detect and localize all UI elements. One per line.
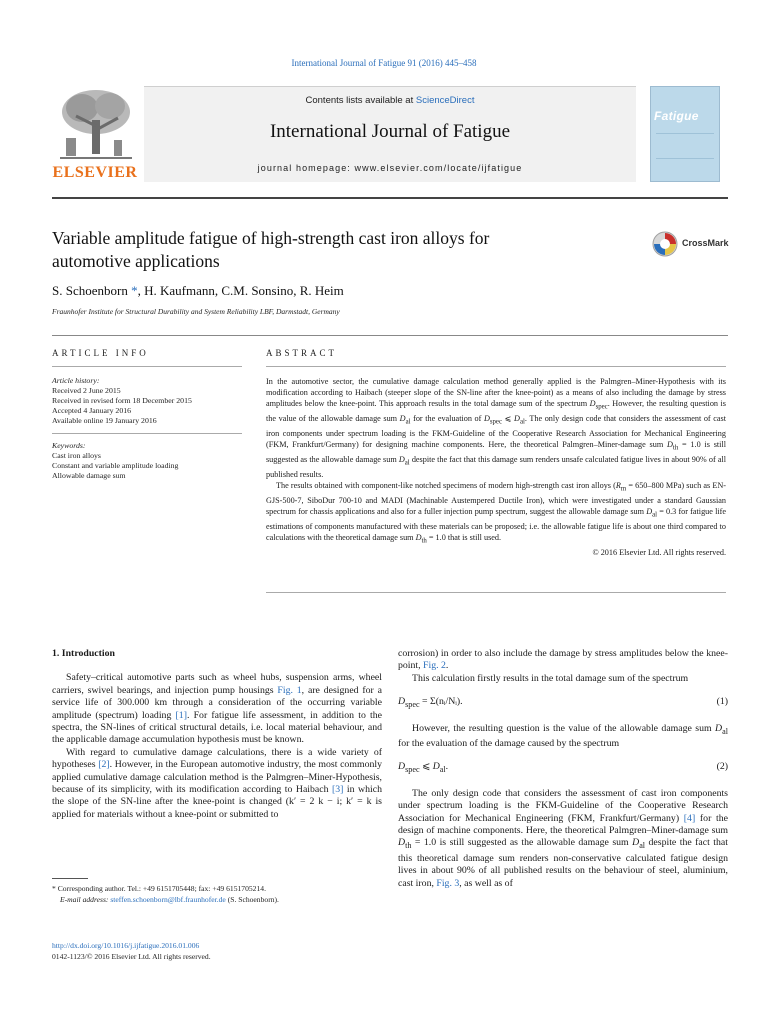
history-accepted: Accepted 4 January 2016 bbox=[52, 406, 132, 415]
homepage-prefix: journal homepage: bbox=[257, 163, 355, 173]
abstract-rule bbox=[266, 366, 726, 367]
journal-header bbox=[52, 86, 728, 194]
body-column-left bbox=[52, 648, 382, 821]
equation-2-number: (2) bbox=[716, 761, 728, 773]
crossmark-badge[interactable] bbox=[652, 228, 734, 262]
corresponding-author-mark[interactable]: * bbox=[127, 283, 138, 298]
journal-name: International Journal of Fatigue bbox=[269, 121, 511, 142]
intro-paragraph-2: With regard to cumulative damage calculations, there is a wide variety of hypotheses [2]. However, in the European automotive industry, the most commonly applied cumulative damage calculation method is the Palmgren–Miner-Hypothesis, because of its simplicity, with its modification according to Haibach [3] in which the slope of the SN-line after the knee-point is changed (k′ = 2 k − i; k′ = k is applied for materials without a knee-point or submitted to bbox=[52, 746, 382, 820]
keyword-item: Allowable damage sum bbox=[52, 471, 126, 480]
intro-paragraph-1: Safety–critical automotive parts such as wheel hubs, suspension arms, wheel carriers, swivel bearings, and injection pump housings Fig. 1, are designed for a service life of 300.000 km through a consideration of the occurring variable amplitude (spectrum) loading [1]. For fatigue life assessment, in addition to the spectra, the SN-lines of critical structural details, i.e. local material behaviour, and the applicable damage accumulation hypothesis must be known. bbox=[52, 672, 382, 746]
article-info-rule bbox=[52, 366, 242, 367]
contents-prefix: Contents lists available at bbox=[305, 95, 416, 106]
keywords-label: Keywords: bbox=[52, 441, 86, 450]
title-divider bbox=[52, 335, 728, 336]
author-rest: , H. Kaufmann, C.M. Sonsino, R. Heim bbox=[137, 283, 344, 298]
abstract-bottom-rule bbox=[266, 592, 726, 593]
right-paragraph-4: The only design code that considers the assessment of cast iron components under spectrum loading is the FKM-Guideline of the Cooperative Research Association for Mechanical Engineering (FKM, Frankfurt/Germany) [4] for the design of machine components. Here, the theoretical Palmgren–Miner-damage sum $D_{th} = 1.0$ is still suggested as the allowable damage sum $D_{al}$ despite the fact that this theoretical damage sum renders non-conservative calculated fatigue design lives in about 90% of all published results on the behaviour of steel, aluminium, cast iron, Fig. 3, as well as of bbox=[398, 787, 728, 889]
keywords-block bbox=[52, 441, 242, 481]
equation-1: $D_{spec}$ = Σ(nᵢ/Nᵢ). (1) bbox=[398, 696, 728, 711]
article-info-heading: ARTICLE INFO bbox=[52, 348, 149, 358]
history-received: Received 2 June 2015 bbox=[52, 386, 121, 395]
abstract-paragraph-1: In the automotive sector, the cumulative damage calculation method generally applied is the Palmgren–Miner-Hypothesis with its modification according to Haibach (steeper slope of the SN-line after the knee-point) as a means of also including the damage by stress amplitudes below the knee-point. This approach results in the total damage sum of the spectrum $D_{spec}$. However, the resulting question is the value of the allowable damage sum $D_{al}$ for the evaluation of $D_{spec}$ ⩽ $D_{al}$. The only design code that considers the assessment of cast iron components under spectrum loading is the FKM-Guideline of the Cooperative Research Association for Mechanical Engineering (FKM, Frankfurt/Germany) for designing machine components. Here, the theoretical Palmgren–Miner-damage sum $D_{th} = 1.0$ is still suggested as the allowable damage sum $D_{al}$ despite the fact that this damage sum renders unsafe calculated fatigue lives in about 90% of all published results. bbox=[266, 377, 727, 479]
footnote-mark: * bbox=[52, 884, 56, 893]
figure-2-link[interactable]: Fig. 2 bbox=[423, 660, 446, 672]
article-history bbox=[52, 376, 242, 426]
history-label: Article history: bbox=[52, 376, 100, 385]
abstract-paragraph-2: The results obtained with component-like notched specimens of modern high-strength cast iron alloys ($R_m = 650-800$ MPa) such as EN-GJS-500-7, SiboDur 700-10 and MADI (Machinable Austempered Ductile Iron), which were investigated under a standard Gaussian spectrum for chassis applications and also for a fuller injection pump spectrum, suggest the allowable damage sum $D_{al} = 0.3$ for fatigue life estimations of components manufactured with these materials can be proposed; i.e. the allowable fatigue life is about one third compared to calculations with the theoretical damage sum $D_{th} = 1.0$ that is still used. bbox=[266, 481, 727, 545]
homepage-link[interactable]: www.elsevier.com/locate/ijfatigue bbox=[354, 163, 523, 173]
author-list bbox=[52, 283, 652, 299]
keyword-item: Constant and variable amplitude loading bbox=[52, 461, 179, 470]
journal-citation[interactable]: International Journal of Fatigue 91 (2016) 445–458 bbox=[291, 58, 477, 68]
cover-decoration bbox=[656, 133, 714, 159]
journal-cover-thumbnail[interactable] bbox=[650, 86, 720, 182]
equation-1-number: (1) bbox=[716, 696, 728, 708]
footnote-contact: Corresponding author. Tel.: +49 6151705448; fax: +49 6151705214. bbox=[55, 884, 266, 893]
publisher-name: ELSEVIER bbox=[52, 164, 138, 181]
cover-title: Fatigue bbox=[654, 109, 699, 123]
equation-2: $D_{spec}$ ⩽ $D_{al}$. (2) bbox=[398, 761, 728, 776]
contents-line bbox=[144, 95, 636, 106]
abstract-copyright: © 2016 Elsevier Ltd. All rights reserved. bbox=[592, 548, 726, 558]
keywords-rule bbox=[52, 433, 242, 434]
author-affiliation: Fraunhofer Institute for Structural Durability and System Reliability LBF, Darmstadt, Germany bbox=[52, 307, 340, 316]
section-heading-introduction: 1. Introduction bbox=[52, 648, 115, 659]
sciencedirect-link[interactable]: ScienceDirect bbox=[415, 95, 475, 106]
reference-2-link[interactable]: [2] bbox=[98, 759, 110, 771]
journal-homepage bbox=[144, 163, 636, 173]
email-suffix: (S. Schoenborn). bbox=[225, 894, 279, 904]
right-paragraph-3: However, the resulting question is the value of the allowable damage sum $D_{al}$ for the evaluation of the damage caused by the spectrum bbox=[398, 722, 728, 749]
doi-link[interactable]: http://dx.doi.org/10.1016/j.ijfatigue.2016.01.006 bbox=[52, 941, 200, 950]
title-line-2: automotive applications bbox=[52, 251, 220, 271]
author-first: S. Schoenborn bbox=[52, 283, 128, 298]
figure-3-link[interactable]: Fig. 3 bbox=[436, 877, 460, 889]
reference-3-link[interactable]: [3] bbox=[332, 784, 344, 796]
title-line-1: Variable amplitude fatigue of high-strength cast iron alloys for bbox=[52, 228, 490, 248]
history-revised: Received in revised form 18 December 2015 bbox=[52, 396, 192, 405]
doi-block bbox=[52, 941, 382, 962]
abstract-text bbox=[266, 376, 726, 558]
crossmark-label: CrossMark bbox=[682, 238, 729, 248]
reference-1-link[interactable]: [1] bbox=[175, 709, 187, 721]
footnote-rule bbox=[52, 878, 88, 879]
right-paragraph-1: corrosion) in order to also include the damage by stress amplitudes below the knee-point, Fig. 2. bbox=[398, 648, 728, 672]
keyword-item: Cast iron alloys bbox=[52, 451, 101, 460]
issn-copyright: 0142-1123/© 2016 Elsevier Ltd. All rights reserved. bbox=[52, 951, 211, 961]
history-online: Available online 19 January 2016 bbox=[52, 416, 157, 425]
header-divider bbox=[52, 197, 728, 199]
article-title bbox=[52, 227, 612, 273]
body-column-right bbox=[398, 648, 728, 890]
footnote-corresponding-author bbox=[52, 884, 382, 905]
reference-4-link[interactable]: [4] bbox=[683, 812, 696, 824]
right-paragraph-2: This calculation firstly results in the total damage sum of the spectrum bbox=[412, 672, 689, 684]
abstract-heading: ABSTRACT bbox=[266, 348, 338, 358]
journal-banner bbox=[144, 86, 636, 182]
author-email-link[interactable]: steffen.schoenborn@lbf.fraunhofer.de bbox=[110, 894, 226, 904]
figure-1-link[interactable]: Fig. 1 bbox=[277, 684, 302, 696]
email-label: E-mail address: bbox=[60, 894, 111, 904]
crossmark-icon bbox=[652, 230, 678, 258]
